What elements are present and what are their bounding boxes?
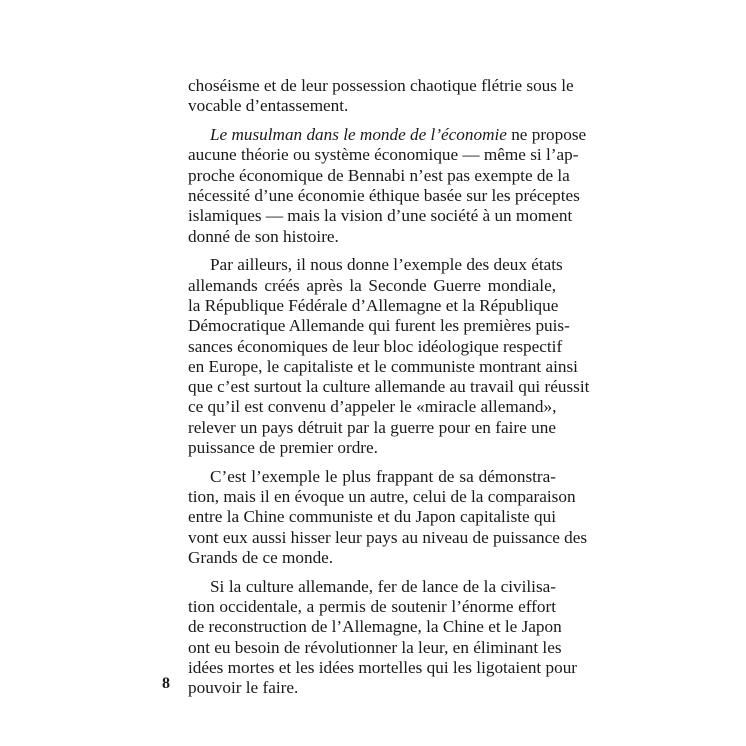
text-segment: nécessité d’une économie éthique basée sur les préceptes [188, 185, 580, 205]
paragraph [188, 255, 590, 458]
text-line [188, 507, 556, 527]
book-title: Le musulman dans le monde de l’économie [210, 125, 507, 145]
text-line [188, 617, 562, 637]
text-segment: ne propose [506, 125, 587, 145]
text-segment: que c’est surtout la culture allemande au travail qui réussit [188, 377, 590, 397]
text-line [188, 658, 578, 678]
text-line [188, 165, 570, 186]
paragraph [188, 466, 588, 568]
text-line [188, 96, 556, 116]
text-segment: tion, mais il en évoque un autre, celui de la comparaison [188, 487, 576, 507]
text-segment: relever un pays détruit par la guerre pour en faire une [188, 417, 556, 437]
text-segment: proche économique de Bennabi n’est pas exempte de la [188, 165, 570, 185]
text-segment: allemands créés après la Seconde Guerre mondiale, [188, 275, 556, 295]
text-line [188, 356, 578, 377]
text-line [188, 316, 570, 336]
text-segment: islamiques — mais la vision d’une société à un moment [188, 206, 573, 226]
text-segment: Si la culture allemande, fer de lance de la civilisa- [210, 576, 556, 596]
text-segment: aucune théorie ou système économique — même si l’ap- [188, 145, 579, 165]
text-segment: Grands de ce monde. [188, 548, 334, 568]
text-segment: choséisme et de leur possession chaotique flétrie sous le [188, 76, 574, 95]
text-line [188, 487, 576, 507]
text-segment: entre la Chine communiste et du Japon capitaliste qui [188, 507, 556, 527]
text-segment: Par ailleurs, il nous donne l’exemple des deux états [210, 255, 563, 275]
text-segment: sances économiques de leur bloc idéologique respectif [188, 336, 563, 356]
text-line [188, 145, 579, 165]
text-segment: idées mortes et les idées mortelles qui les ligotaient pour [188, 658, 578, 678]
paragraph [188, 76, 574, 117]
text-segment: pouvoir le faire. [188, 678, 299, 698]
text-segment: vocable d’entassement. [188, 96, 349, 116]
text-line [188, 276, 556, 296]
text-segment: de reconstruction de l’Allemagne, la Chine et le Japon [188, 617, 562, 637]
text-line [188, 418, 556, 438]
text-line [188, 206, 573, 226]
text-segment: puissance de premier ordre. [188, 438, 378, 458]
text-line [188, 577, 556, 597]
text-line [188, 527, 588, 548]
text-line [188, 548, 556, 568]
text-line [188, 336, 563, 357]
text-segment: en Europe, le capitaliste et le communiste montrant ainsi [188, 356, 578, 376]
text-line [188, 597, 556, 617]
paragraph [188, 576, 578, 699]
text-line [188, 397, 556, 417]
text-segment: ont eu besoin de révolutionner la leur, en éliminant les [188, 637, 562, 657]
text-line [188, 255, 563, 275]
text-segment: ce qu’il est convenu d’appeler le «miracle allemand», [188, 397, 557, 417]
text-segment: la République Fédérale d’Allemagne et la République [188, 295, 559, 315]
text-line [188, 227, 556, 247]
text-line [188, 637, 562, 658]
body-text [188, 76, 590, 699]
text-line [188, 185, 580, 206]
text-line [188, 295, 559, 316]
text-segment: C’est l’exemple le plus frappant de sa démonstra- [210, 466, 556, 486]
paragraph [188, 125, 587, 247]
text-line [188, 125, 587, 145]
text-segment: donné de son histoire. [188, 226, 339, 246]
text-segment: tion occidentale, a permis de soutenir l’énorme effort [188, 597, 556, 617]
text-segment: Démocratique Allemande qui furent les premières puis- [188, 316, 570, 336]
text-line [188, 467, 556, 487]
page-number: 8 [162, 675, 170, 692]
text-line [188, 76, 574, 96]
text-line [188, 438, 556, 458]
text-segment: vont eux aussi hisser leur pays au niveau de puissance des [188, 527, 588, 547]
text-line [188, 377, 590, 397]
text-line [188, 678, 556, 698]
